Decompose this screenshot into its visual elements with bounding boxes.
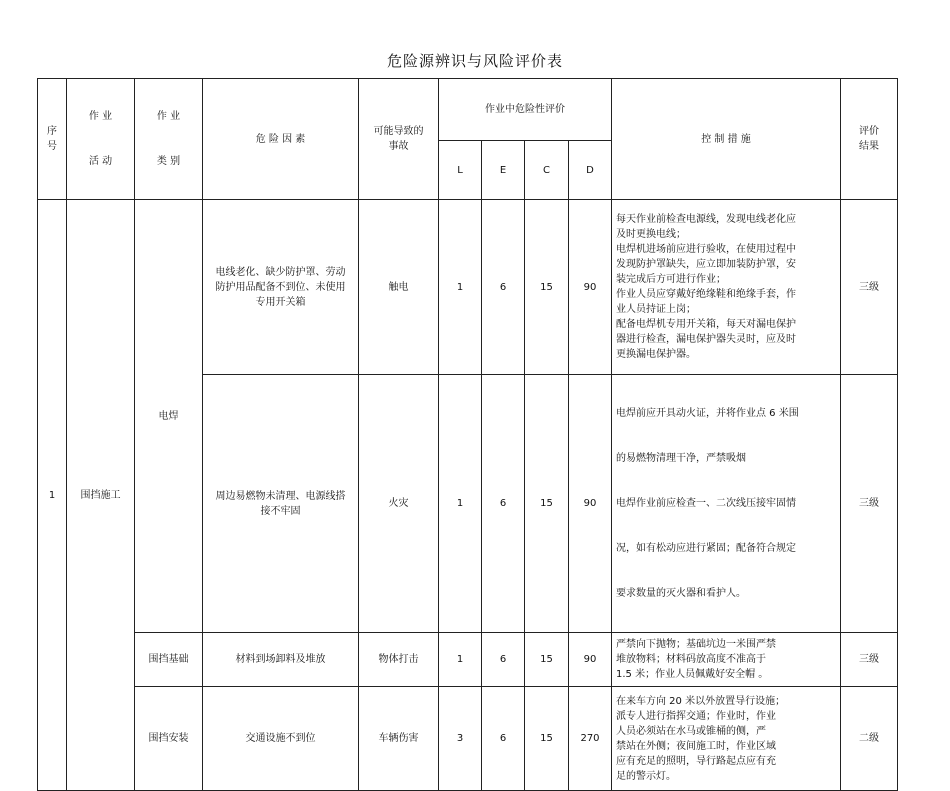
cell-hazard: 交通设施不到位 — [203, 687, 359, 791]
header-l: L — [439, 141, 482, 200]
cell-accident: 车辆伤害 — [359, 687, 439, 791]
header-result: 评价 结果 — [841, 79, 898, 200]
cell-result: 三级 — [841, 200, 898, 375]
cell-l: 3 — [439, 687, 482, 791]
cell-activity: 围挡施工 — [67, 200, 135, 791]
header-e: E — [482, 141, 525, 200]
cell-hazard: 材料到场卸料及堆放 — [203, 633, 359, 687]
page-title: 危险源辨识与风险评价表 — [386, 52, 563, 70]
header-d: D — [569, 141, 612, 200]
cell-l: 1 — [439, 200, 482, 375]
cell-c: 15 — [525, 200, 569, 375]
cell-l: 1 — [439, 375, 482, 633]
cell-d: 90 — [569, 633, 612, 687]
header-hazard: 危 险 因 素 — [203, 79, 359, 200]
cell-c: 15 — [525, 375, 569, 633]
header-seq: 序 号 — [38, 79, 67, 200]
cell-result: 三级 — [841, 375, 898, 633]
cell-measures: 严禁向下抛物；基础坑边一米围严禁 堆放物料；材料码放高度不准高于 1.5 米；作业人员佩戴好安全帽 。 — [612, 633, 841, 687]
cell-e: 6 — [482, 687, 525, 791]
cell-accident: 火灾 — [359, 375, 439, 633]
cell-measures: 每天作业前检查电源线，发现电线老化应 及时更换电线； 电焊机进场前应进行验收，在使用过程中 发现防护罩缺失，应立即加装防护罩，安 装完成后方可进行作业； 作业人员应穿戴好绝缘鞋和绝缘手套，作 业人员持证上岗； 配备电焊机专用开关箱，每天对漏电保护 器进行检查，漏电保护器失灵时，应及时 更换漏电保护器。 — [612, 200, 841, 375]
cell-d: 90 — [569, 375, 612, 633]
cell-accident: 物体打击 — [359, 633, 439, 687]
cell-c: 15 — [525, 633, 569, 687]
cell-seq: 1 — [38, 200, 67, 791]
cell-category: 电焊 — [135, 200, 203, 633]
risk-assessment-table — [37, 78, 898, 791]
cell-d: 90 — [569, 200, 612, 375]
cell-e: 6 — [482, 633, 525, 687]
cell-result: 二级 — [841, 687, 898, 791]
table-row — [38, 200, 898, 375]
cell-hazard: 电线老化、缺少防护罩、劳动防护用品配备不到位、未使用专用开关箱 — [203, 200, 359, 375]
cell-category: 围挡安装 — [135, 687, 203, 791]
header-activity: 作 业 活 动 — [67, 79, 135, 200]
header-control: 控 制 措 施 — [612, 79, 841, 200]
cell-measures: 在来车方向 20 米以外放置导行设施； 派专人进行指挥交通；作业时，作业 人员必须站在水马或锥桶的侧，严 禁站在外侧；夜间施工时，作业区域 应有充足的照明，导行路起点应有充 足的警示灯。 — [612, 687, 841, 791]
cell-l: 1 — [439, 633, 482, 687]
header-evaluation: 作业中危险性评价 — [439, 79, 612, 141]
header-accident: 可能导致的 事故 — [359, 79, 439, 200]
cell-e: 6 — [482, 200, 525, 375]
cell-category: 围挡基础 — [135, 633, 203, 687]
cell-hazard: 周边易燃物未清理、电源线搭接不牢固 — [203, 375, 359, 633]
header-row — [38, 79, 898, 141]
header-c: C — [525, 141, 569, 200]
cell-c: 15 — [525, 687, 569, 791]
table-row — [38, 633, 898, 687]
cell-d: 270 — [569, 687, 612, 791]
cell-e: 6 — [482, 375, 525, 633]
cell-result: 三级 — [841, 633, 898, 687]
table-row — [38, 687, 898, 791]
cell-measures: 电焊前应开具动火证，并将作业点 6 米围 的易燃物清理干净，严禁吸烟 电焊作业前应检查一、二次线压接牢固情 况，如有松动应进行紧固；配备符合规定 要求数量的灭火器和看护人。 — [612, 375, 841, 633]
header-category: 作 业 类 别 — [135, 79, 203, 200]
cell-accident: 触电 — [359, 200, 439, 375]
